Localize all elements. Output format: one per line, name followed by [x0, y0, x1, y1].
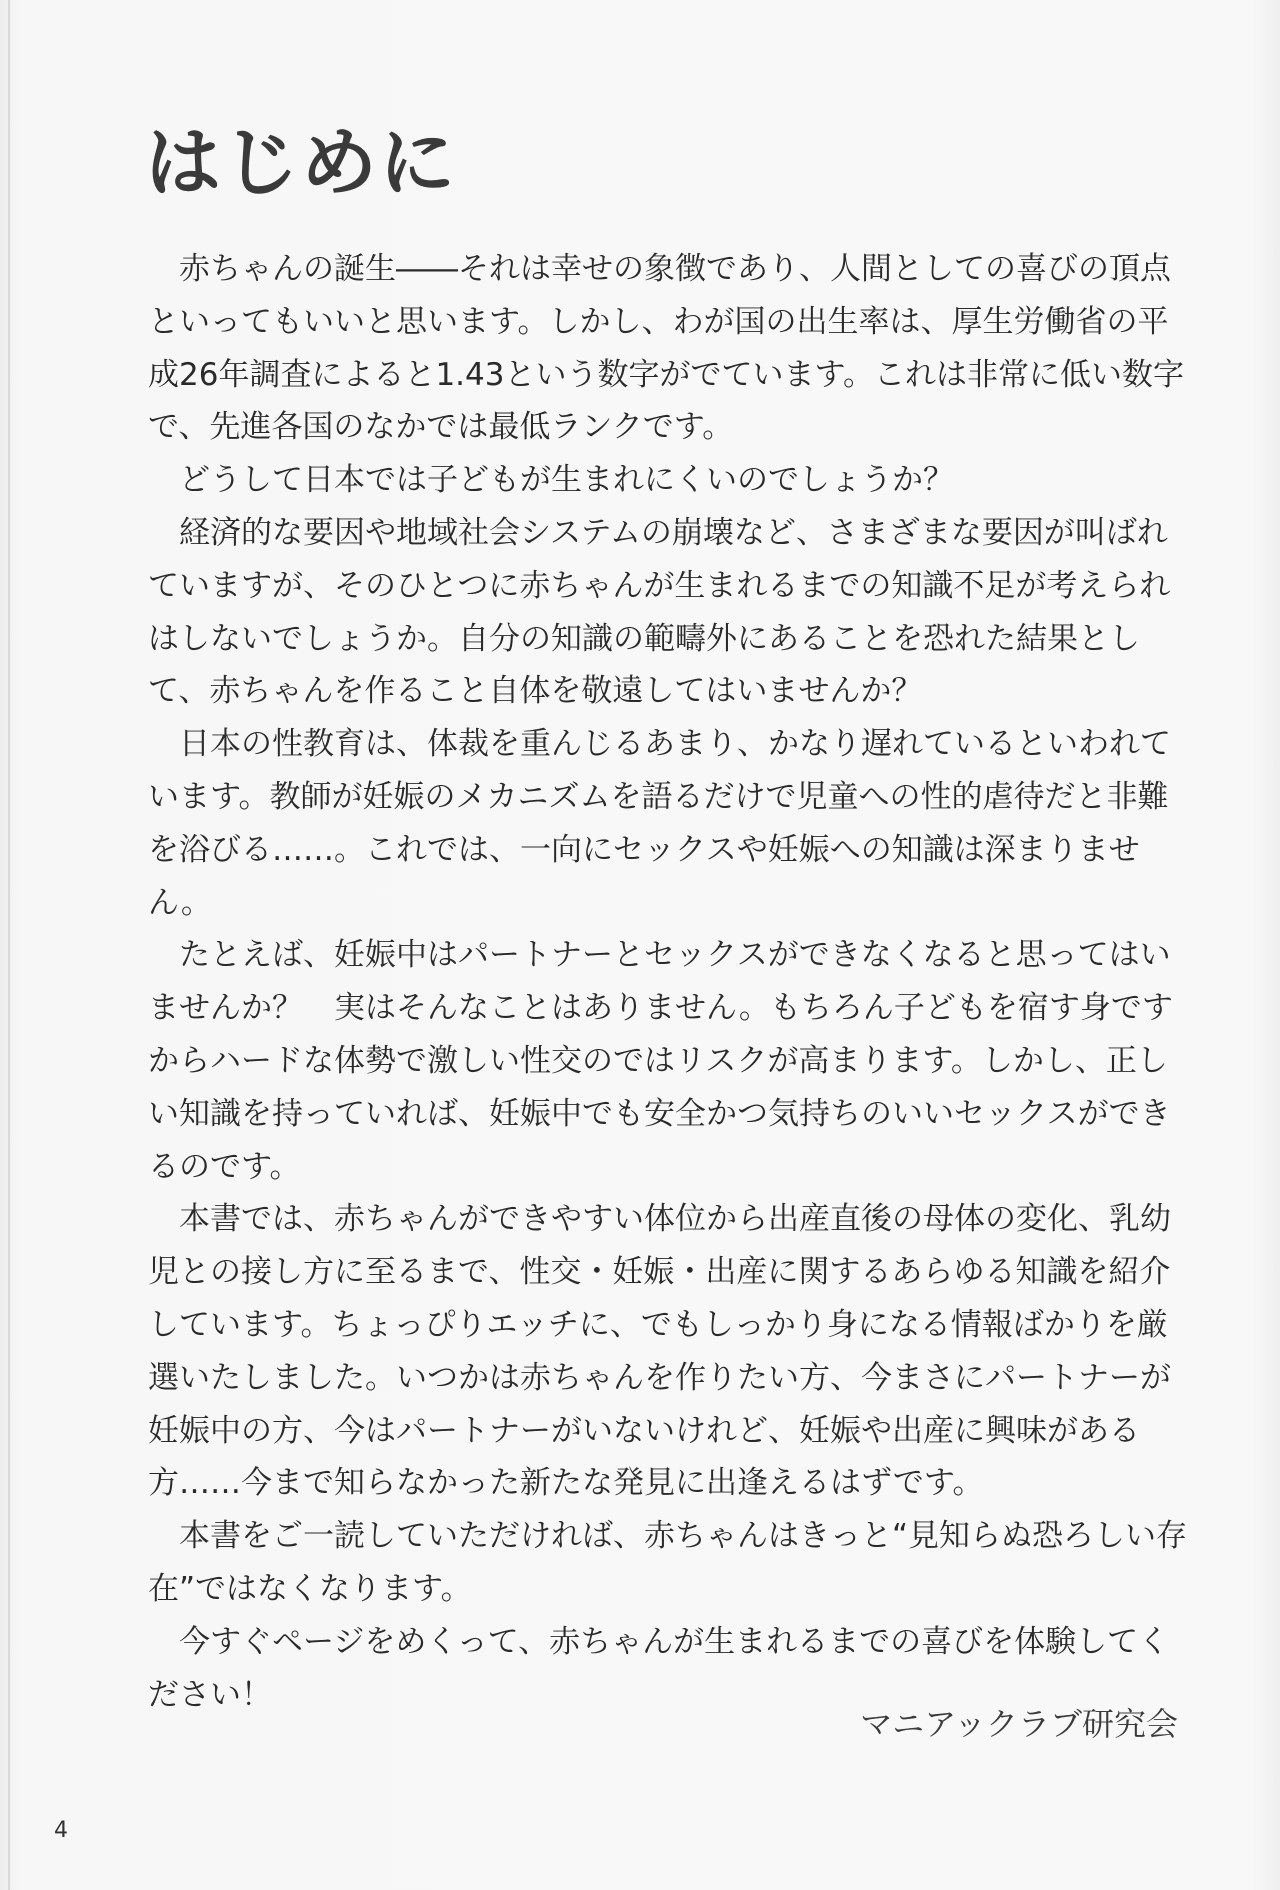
author-signature: マニアックラブ研究会	[860, 1705, 1178, 1743]
paragraph-5: たとえば、妊娠中はパートナーとセックスができなくなると思ってはいませんか？ 実はそんなことはありません。もちろん子どもを宿す身ですからハードな体勢で激しい性交のではリスクが高まります。しかし、正しい知識を持っていれば、妊娠中でも安全かつ気持ちのいいセックスができるのです。	[148, 937, 1173, 1185]
page-number: 4	[54, 1818, 68, 1843]
page-title: はじめに	[145, 118, 457, 207]
paragraph-7: 本書をご一読していただければ、赤ちゃんはきっと“見知らぬ恐ろしい存在”ではなくなります。	[148, 1518, 1188, 1607]
paragraph-8: 今すぐページをめくって、赤ちゃんが生まれるまでの喜びを体験してください！	[148, 1623, 1170, 1713]
paragraph-1: 赤ちゃんの誕生――それは幸せの象徴であり、人間としての喜びの頂点といってもいいと思います。しかし、わが国の出生率は、厚生労働省の平成26年調査によると1.43という数字がでています。これは非常に低い数字で、先進各国のなかでは最低ランクです。	[148, 251, 1184, 446]
page-edge	[8, 0, 10, 1890]
paragraph-3: 経済的な要因や地域社会システムの崩壊など、さまざまな要因が叫ばれていますが、そのひとつに赤ちゃんが生まれるまでの知識不足が考えられはしないでしょうか。自分の知識の範疇外にあることを恐れた結果として、赤ちゃんを作ること自体を敬遠してはいませんか？	[148, 514, 1171, 710]
paragraph-4: 日本の性教育は、体裁を重んじるあまり、かなり遅れているといわれています。教師が妊娠のメカニズムを語るだけで児童への性的虐待だと非難を浴びる……。これでは、一向にセックスや妊娠への知識は深まりません。	[148, 726, 1171, 921]
paragraph-2: どうして日本では子どもが生まれにくいのでしょうか？	[179, 462, 954, 499]
body-text	[148, 243, 1188, 1721]
paragraph-6: 本書では、赤ちゃんができやすい体位から出産直後の母体の変化、乳幼児との接し方に至るまで、性交・妊娠・出産に関するあらゆる知識を紹介しています。ちょっぴりエッチに、でもしっかり身になる情報ばかりを厳選いたしました。いつかは赤ちゃんを作りたい方、今まさにパートナーが妊娠中の方、今はパートナーがいないけれど、妊娠や出産に興味がある方……今まで知らなかった新たな発見に出逢えるはずです。	[148, 1201, 1171, 1502]
